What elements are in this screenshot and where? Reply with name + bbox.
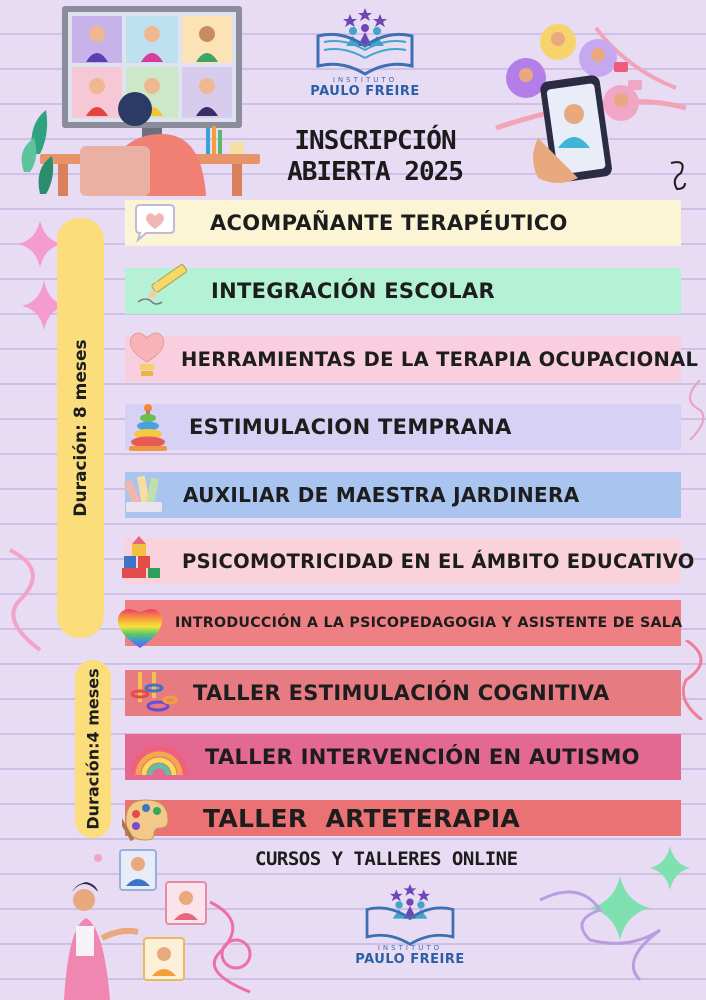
phone-social-illustration	[486, 18, 701, 203]
swirl-decoration-right-2	[682, 640, 706, 720]
rainbow-heart-icon	[116, 602, 164, 650]
toy-blocks-icon	[120, 534, 162, 580]
workshop-bar-autismo	[125, 734, 681, 780]
course-label: AUXILIAR DE MAESTRA JARDINERA	[183, 483, 580, 507]
institute-logo	[300, 6, 430, 99]
logo-name: PAULO FREIRE	[310, 84, 420, 99]
course-label: INTRODUCCIÓN A LA PSICOPEDAGOGIA Y ASISTENTE DE SALA	[175, 615, 683, 631]
workshop-label: TALLER INTERVENCIÓN EN AUTISMO	[205, 745, 640, 769]
duration-8-months-pill	[57, 218, 104, 638]
logo-small-text: INSTITUTO	[332, 76, 398, 84]
course-bar-auxiliar	[125, 472, 681, 518]
heart-bulb-icon	[124, 328, 170, 380]
institute-logo-bottom	[345, 882, 475, 967]
video-call-illustration	[10, 4, 270, 196]
course-label: ACOMPAÑANTE TERAPÉUTICO	[210, 211, 568, 235]
duration-8-months-label: Duración: 8 meses	[70, 339, 91, 517]
workshop-label: TALLER ESTIMULACIÓN COGNITIVA	[193, 681, 610, 705]
course-bar-psicomotricidad	[125, 538, 695, 584]
course-label: HERRAMIENTAS DE LA TERAPIA OCUPACIONAL	[181, 347, 699, 371]
course-bar-herramientas	[125, 336, 699, 382]
heart-bubble-icon	[132, 203, 178, 243]
pencil-icon	[136, 262, 192, 308]
swirl-decoration-right	[680, 380, 706, 440]
enrollment-title	[270, 126, 480, 188]
title-line-2: ABIERTA 2025	[287, 157, 463, 187]
title-line-1: INSCRIPCIÓN	[294, 126, 456, 156]
workshop-label: TALLER ARTETERAPIA	[203, 803, 521, 833]
course-bar-estimulacion	[125, 404, 681, 450]
crayons-icon	[122, 466, 166, 518]
workshop-bar-arteterapia	[125, 800, 681, 836]
course-bar-acompanante	[125, 200, 681, 246]
stacking-rings-icon	[126, 402, 170, 452]
course-label: PSICOMOTRICIDAD EN EL ÁMBITO EDUCATIVO	[182, 549, 695, 573]
logo-book-icon	[310, 6, 420, 76]
duration-4-months-label: Duración:4 meses	[83, 668, 103, 830]
paint-palette-icon	[122, 796, 172, 842]
logo-name: PAULO FREIRE	[355, 952, 465, 967]
pegboard-icon	[130, 670, 178, 716]
course-label: ESTIMULACION TEMPRANA	[189, 415, 512, 439]
logo-small-text: INSTITUTO	[377, 944, 443, 952]
course-bar-psicopedagogia	[125, 600, 681, 646]
logo-book-icon	[355, 882, 465, 946]
duration-4-months-pill	[75, 660, 111, 838]
sparkle-icon-bottom-right	[520, 840, 706, 1000]
online-courses-text: CURSOS Y TALLERES ONLINE	[255, 848, 518, 870]
rainbow-icon	[128, 737, 190, 777]
swirl-decoration-left	[0, 540, 60, 660]
course-bar-integracion	[125, 268, 681, 314]
workshop-bar-cognitiva	[125, 670, 681, 716]
course-label: INTEGRACIÓN ESCOLAR	[211, 279, 495, 303]
teacher-online-illustration	[40, 842, 270, 1000]
